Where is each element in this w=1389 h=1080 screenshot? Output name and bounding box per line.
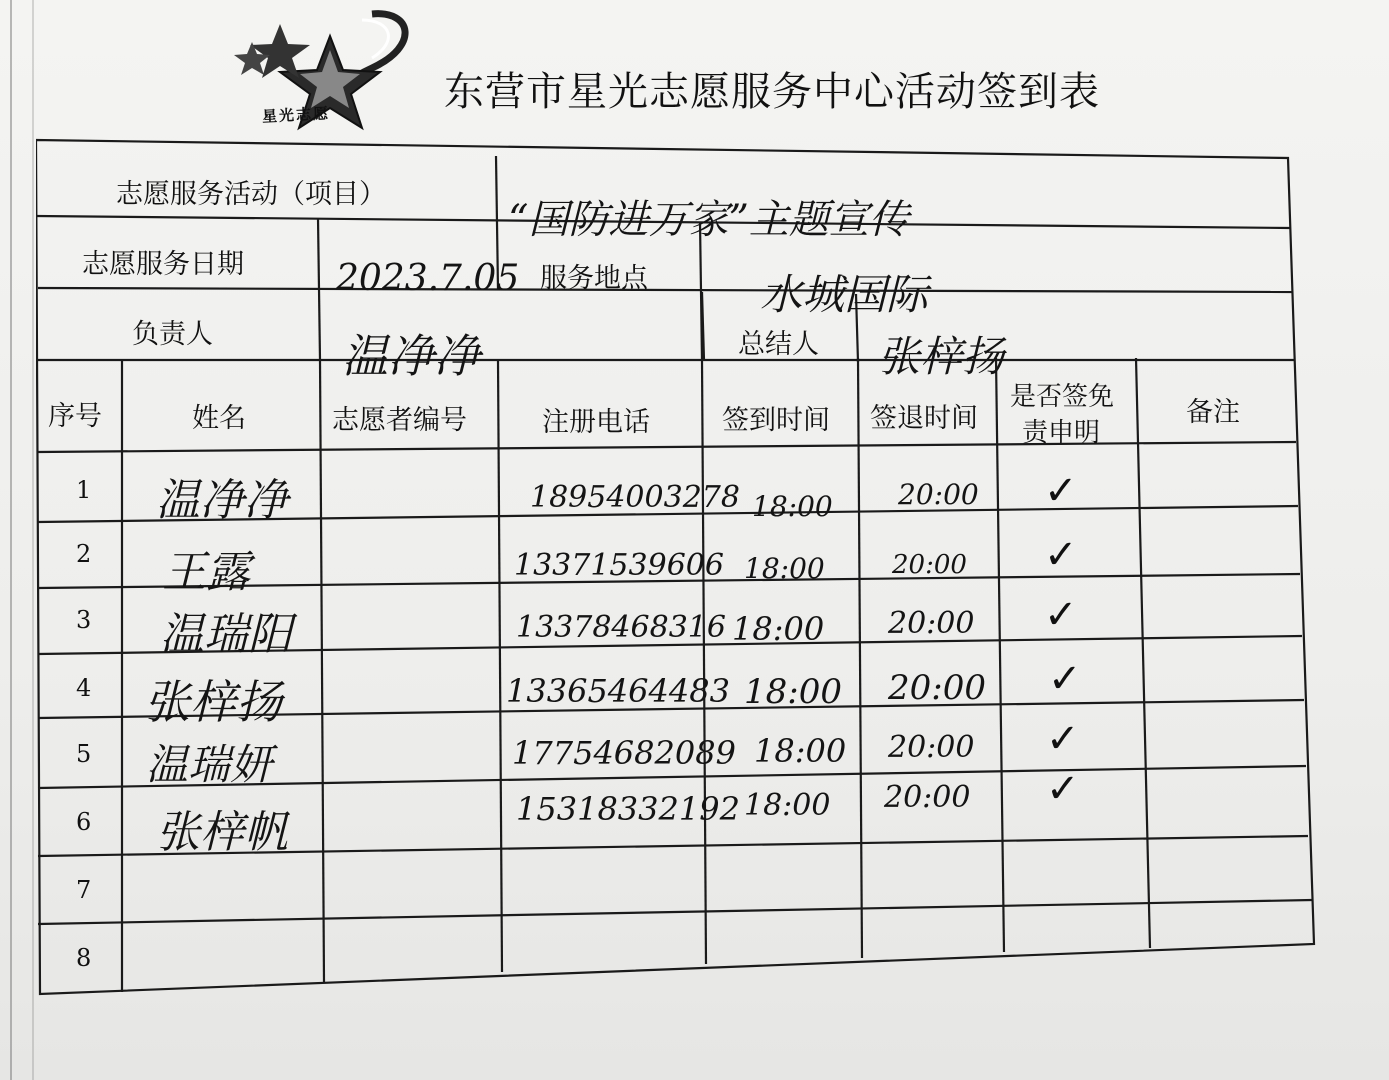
row-checkout: 20:00 <box>888 606 975 641</box>
row-name: 温瑞妍 <box>146 740 273 789</box>
row-phone: 17754682089 <box>512 734 736 772</box>
row-checkin: 18:00 <box>732 610 825 648</box>
row-name: 温瑞阳 <box>160 609 292 660</box>
row-checkin: 18:00 <box>744 552 825 585</box>
row-waiver-check: ✓ <box>1044 468 1078 514</box>
header-index: 序号 <box>48 401 102 432</box>
row-waiver-check: ✓ <box>1044 592 1078 638</box>
row-name: 王露 <box>162 547 250 598</box>
location-value: 水城国际 <box>760 270 929 319</box>
row-phone: 13365464483 <box>506 672 730 710</box>
row-index: 8 <box>76 944 92 972</box>
row-waiver-check: ✓ <box>1044 532 1078 578</box>
row-index: 4 <box>76 674 92 702</box>
row-index: 2 <box>76 540 92 568</box>
row-name: 张梓扬 <box>144 675 282 729</box>
header-volunteer-id: 志愿者编号 <box>332 405 467 436</box>
signin-form-table <box>36 136 1316 996</box>
summarizer-value: 张梓扬 <box>878 332 1005 381</box>
row-checkout: 20:00 <box>892 550 967 580</box>
header-name: 姓名 <box>192 403 246 434</box>
row-phone: 13378468316 <box>516 610 726 645</box>
row-index: 6 <box>76 808 92 836</box>
leader-label: 负责人 <box>132 319 213 350</box>
row-name: 温净净 <box>156 475 288 526</box>
row-index: 7 <box>76 876 92 904</box>
activity-label: 志愿服务活动（项目） <box>116 179 386 210</box>
row-checkout: 20:00 <box>884 780 971 815</box>
row-waiver-check: ✓ <box>1046 766 1080 812</box>
row-waiver-check: ✓ <box>1048 656 1082 702</box>
row-index: 5 <box>76 740 92 768</box>
row-checkout: 20:00 <box>888 730 975 765</box>
header-waiver-line1: 是否签免 <box>1010 382 1115 412</box>
date-value: 2023.7.05 <box>336 258 520 299</box>
header-checkout: 签退时间 <box>870 403 978 434</box>
row-phone: 13371539606 <box>514 548 724 583</box>
left-margin-line-inner <box>32 0 34 1080</box>
row-waiver-check: ✓ <box>1046 716 1080 762</box>
row-phone: 18954003278 <box>530 480 740 515</box>
row-checkin: 18:00 <box>754 732 847 770</box>
row-checkin: 18:00 <box>744 672 842 712</box>
row-checkin: 18:00 <box>752 490 833 523</box>
header-remarks: 备注 <box>1186 397 1240 428</box>
location-label: 服务地点 <box>540 263 648 294</box>
activity-value: “国防进万家”主题宣传 <box>508 197 909 243</box>
row-name: 张梓帆 <box>156 807 288 858</box>
row-checkout: 20:00 <box>888 668 986 708</box>
left-margin-line <box>10 0 12 1080</box>
summarizer-label: 总结人 <box>738 329 819 360</box>
row-checkin: 18:00 <box>744 788 831 823</box>
logo-caption: 星光志愿 <box>261 104 331 126</box>
row-index: 3 <box>76 606 92 634</box>
header-phone: 注册电话 <box>542 407 650 438</box>
header-checkin: 签到时间 <box>722 405 830 436</box>
row-index: 1 <box>76 476 92 504</box>
header-waiver-line2: 责申明 <box>1022 418 1101 448</box>
row-checkout: 20:00 <box>898 478 979 511</box>
date-label: 志愿服务日期 <box>82 249 244 280</box>
page-title: 东营市星光志愿服务中心活动签到表 <box>444 69 1100 115</box>
leader-value: 温净净 <box>342 329 480 383</box>
row-phone: 15318332192 <box>516 790 740 828</box>
